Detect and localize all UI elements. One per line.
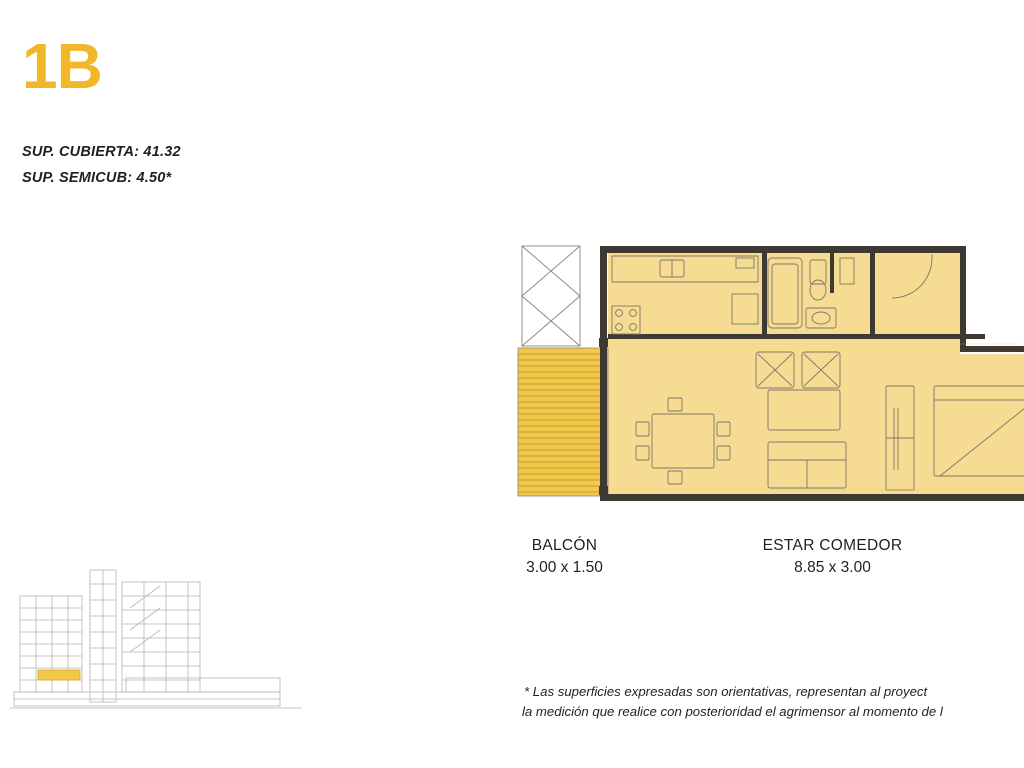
room-name-estar-comedor: ESTAR COMEDOR [762,537,903,554]
semicovered-area-label: SUP. SEMICUB: 4.50* [22,170,172,186]
disclaimer-text [524,682,1024,723]
room-name-balcon: BALCÓN [531,537,598,554]
disclaimer-line-2: la medición que realice con posterioridad el agrimensor al momento de l [522,704,943,720]
building-elevation-drawing [10,560,310,720]
unit-code-title: 1B [22,30,102,102]
room-label-balcon [482,535,647,580]
floor-plan-drawing [500,238,1024,528]
room-dimensions-balcon: 3.00 x 1.50 [526,559,603,577]
covered-area-label: SUP. CUBIERTA: 41.32 [22,144,181,160]
room-dimensions-estar-comedor: 8.85 x 3.00 [794,559,871,577]
disclaimer-line-1: * Las superficies expresadas son orientativas, representan al proyect [524,684,928,699]
elevation-unit-highlight [38,670,80,680]
room-label-estar-comedor [690,535,975,580]
